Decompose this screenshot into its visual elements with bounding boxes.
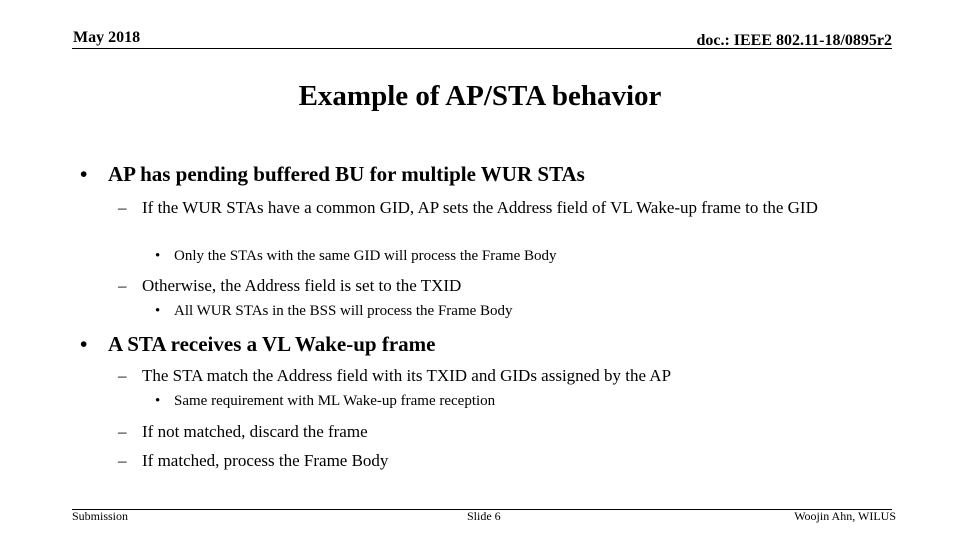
bullet-level2 <box>118 364 898 388</box>
bullet-text: If not matched, discard the frame <box>142 422 368 441</box>
bullet-text: If the WUR STAs have a common GID, AP sets the Address field of VL Wake-up frame to the GID <box>142 198 818 217</box>
bullet-text: If matched, process the Frame Body <box>142 451 389 470</box>
bullet-level2 <box>118 196 898 220</box>
slide-title: Example of AP/STA behavior <box>298 80 662 112</box>
header-doc-id: doc.: IEEE 802.11-18/0895r2 <box>696 32 892 49</box>
bullet-level3 <box>155 393 495 410</box>
header-date: May 2018 <box>73 29 141 46</box>
header-divider <box>72 48 892 49</box>
dash-marker: – <box>118 422 127 441</box>
bullet-text: Same requirement with ML Wake-up frame reception <box>174 393 496 409</box>
bullet-level3 <box>155 248 557 265</box>
bullet-level2 <box>118 449 898 473</box>
bullet-text: A STA receives a VL Wake-up frame <box>108 332 436 356</box>
bullet-marker: • <box>155 393 161 409</box>
dash-marker: – <box>118 198 127 217</box>
bullet-text: All WUR STAs in the BSS will process the Frame Body <box>174 303 513 319</box>
bullet-marker: • <box>155 303 161 319</box>
bullet-text: AP has pending buffered BU for multiple WUR STAs <box>108 162 585 186</box>
bullet-marker: • <box>80 332 88 356</box>
footer-submission: Submission <box>72 509 129 523</box>
dash-marker: – <box>118 276 127 295</box>
footer-slide-number: Slide 6 <box>467 509 501 523</box>
bullet-level2 <box>118 420 898 444</box>
bullet-level2 <box>118 274 898 298</box>
bullet-marker: • <box>80 162 88 186</box>
bullet-text: Only the STAs with the same GID will process the Frame Body <box>174 248 557 264</box>
footer-author: Woojin Ahn, WILUS <box>794 509 896 523</box>
dash-marker: – <box>118 451 127 470</box>
bullet-marker: • <box>155 248 161 264</box>
bullet-level1 <box>80 332 435 357</box>
bullet-level3 <box>155 303 513 320</box>
dash-marker: – <box>118 366 127 385</box>
bullet-text: The STA match the Address field with its TXID and GIDs assigned by the AP <box>142 366 672 385</box>
bullet-level1 <box>80 162 585 187</box>
bullet-text: Otherwise, the Address field is set to the TXID <box>142 276 462 295</box>
